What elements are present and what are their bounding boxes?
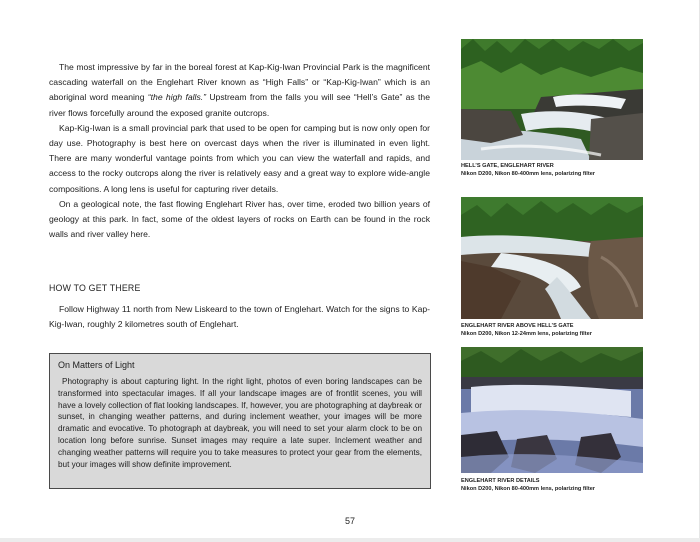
caption-river-above-hells-gate	[461, 322, 661, 338]
intro-paragraph-3: On a geological note, the fast flowing Englehart River has, over time, eroded two billion years of geology at this park. In fact, some of the oldest layers of rocks on Earth can be found in the rock walls and river valley here.	[49, 198, 430, 240]
intro-emphasis: “the high falls.”	[147, 92, 207, 103]
how-to-get-there-heading: HOW TO GET THERE	[49, 283, 141, 293]
how-to-get-there-text: Follow Highway 11 north from New Liskeard to the town of Englehart. Watch for the signs to Kap-Kig-Iwan, roughly 2 kilometres south of Englehart.	[49, 304, 430, 330]
caption-detail: Nikon D200, Nikon 80-400mm lens, polarizing filter	[461, 171, 595, 178]
page-bottom-edge	[0, 538, 700, 542]
page-number: 57	[344, 516, 355, 526]
caption-hells-gate	[461, 162, 661, 178]
caption-river-details	[461, 477, 661, 493]
photo-hells-gate	[461, 39, 643, 160]
caption-detail: Nikon D200, Nikon 80-400mm lens, polarizing filter	[461, 486, 595, 493]
caption-title: HELL’S GATE, ENGLEHART RIVER	[461, 163, 554, 169]
caption-title: ENGLEHART RIVER ABOVE HELL’S GATE	[461, 323, 574, 329]
intro-text	[49, 60, 430, 242]
caption-title: ENGLEHART RIVER DETAILS	[461, 478, 540, 484]
sidebar-box	[49, 353, 431, 489]
intro-paragraph-2: Kap-Kig-Iwan is a small provincial park that used to be open for camping but is now only open for day use. Photography is best here on overcast days when the river is illuminated in even light. There are many wonderful vantage points from which you can view the waterfall and rapids, and access to the rocky outcrops along the river is relatively easy and a great way to explore wide-angle compositions. A long lens is useful for capturing river details.	[49, 122, 430, 194]
photo-river-above-hells-gate	[461, 197, 643, 319]
photo-river-details	[461, 347, 643, 473]
intro-paragraph-1: The most impressive by far in the boreal forest at Kap-Kig-Iwan Provincial Park is the magnificent cascading waterfall on the Englehart River known as “High Falls” or “Kap-Kig-Iwan” which is an aboriginal word meaning “the high falls.” Upstream from the falls you will see “Hell’s Gate” as the river flows forcefully around the exposed granite outcrops.	[49, 62, 430, 118]
caption-detail: Nikon D200, Nikon 12-24mm lens, polarizing filter	[461, 331, 592, 338]
sidebar-title: On Matters of Light	[58, 360, 135, 370]
sidebar-text: Photography is about capturing light. In the right light, photos of even boring landscapes can be transformed into spectacular images. If all your landscape images are of frontlit scenes, you will have a lovely collection of flat looking landscapes. If, however, you are photographing at daybreak or sunset, in changing weather patterns, and during inclement weather, your images will be more dramatic and evocative. To photograph at daybreak, you will need to set your alarm clock to be on location long before sunrise. Sunset images may require a late super. Inclement weather and changing weather patterns will require you to take measures to protect your gear from the elements, but your images will show definite improvement.	[58, 377, 422, 469]
